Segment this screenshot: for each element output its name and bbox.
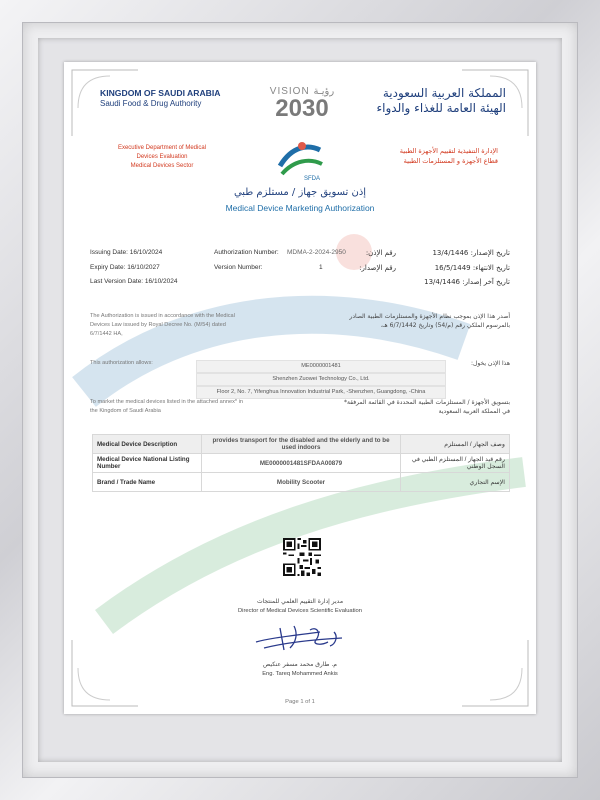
- brand-name-label-arabic: الإسم التجاري: [401, 473, 510, 492]
- authorization-number-label: Authorization Number:: [214, 249, 279, 256]
- certificate-document: [64, 62, 536, 714]
- listing-number-box: ME0000001481: [196, 360, 446, 373]
- department-arabic: الإدارة التنفيذية لتقييم الأجهزة الطبية قطاع الأجهزة و المستلزمات الطبية: [399, 147, 498, 165]
- national-listing-label: Medical Device National Listing Number: [93, 454, 202, 473]
- authority-name: Saudi Food & Drug Authority: [100, 99, 202, 108]
- legal-basis-arabic: أصدر هذا الإذن بموجب نظام الأجهزة والمستلزمات الطبية الصادر بالمرسوم الملكي رقم (م/54) وتاريخ 6/7/1442 هـ،: [349, 313, 510, 329]
- version-number: 1: [319, 264, 323, 271]
- table-row: [93, 435, 510, 454]
- version-number-label-arabic: رقم الإصدار:: [359, 264, 396, 272]
- handwritten-signature-icon: [250, 618, 350, 656]
- authorization-number-label-arabic: رقم الإذن:: [365, 249, 396, 257]
- allows-label: This authorization allows:: [90, 360, 153, 366]
- version-number-label: Version Number:: [214, 264, 263, 271]
- brand-name-value: Mobility Scooter: [202, 473, 401, 492]
- national-listing-label-arabic: رقم قيد الجهاز / المستلزم الطبي في السجل الوطني: [401, 454, 510, 473]
- document-title: Medical Device Marketing Authorization: [225, 203, 375, 213]
- company-address-box: Floor 2, No. 7, Yifenghua Innovation Industrial Park, -Shenzhen, Guangdong, -China: [196, 386, 446, 399]
- device-description-value: provides transport for the disabled and the elderly and to be used indoors: [202, 435, 401, 454]
- document-title-arabic: إذن تسويق جهاز / مستلزم طبي: [233, 187, 367, 198]
- department-english: Executive Department of Medical Devices Evaluation Medical Devices Sector: [117, 145, 207, 169]
- company-name-box: Shenzhen Zuowei Technology Co., Ltd.: [196, 373, 446, 386]
- english-authority-header: [100, 88, 220, 108]
- signatory-name-arabic: م. طارق محمد مسفر عنكيص: [263, 661, 337, 668]
- sfda-logo-icon: [274, 136, 328, 182]
- device-description-label-arabic: وصف الجهاز / المستلزم: [401, 435, 510, 454]
- signatory-title-arabic: مدير إدارة التقييم العلمي للمنتجات: [256, 598, 344, 605]
- table-row: [93, 473, 510, 492]
- issuing-date: Issuing Date: 16/10/2024: [90, 249, 163, 256]
- page-number: Page 1 of 1: [285, 699, 315, 705]
- vision-2030-logo: VISION رؤيـة 2030: [269, 86, 335, 122]
- signatory-name: Eng. Tareq Mohammed Ankis: [262, 671, 338, 677]
- expiry-date-arabic: تاريخ الانتهاء: 16/5/1449: [434, 264, 510, 272]
- device-details-table: [92, 434, 510, 492]
- allows-label-arabic: هذا الإذن يخول:: [471, 360, 510, 367]
- market-scope-english: To market the medical devices listed in the attached annex* in the Kingdom of Saudi Arabia: [90, 399, 243, 414]
- table-row: [93, 454, 510, 473]
- legal-basis-english: The Authorization is issued in accordance with the Medical Devices Law issued by Royal Decree No. (M/54) dated 6/7/1442 HA,: [90, 313, 235, 337]
- last-version-date: Last Version Date: 16/10/2024: [90, 278, 178, 285]
- country-name: KINGDOM OF SAUDI ARABIA: [100, 88, 221, 98]
- signatory-title: Director of Medical Devices Scientific Evaluation: [237, 608, 363, 614]
- national-listing-value: ME0000001481SFDAA00879: [202, 454, 401, 473]
- brand-name-label: Brand / Trade Name: [93, 473, 202, 492]
- arabic-authority-header: المملكة العربية السعودية الهيئة العامة للغذاء والدواء: [376, 86, 506, 115]
- market-scope-arabic: بتسويق الأجهزة / المستلزمات الطبية المحددة في القائمة المرفقة* في المملكة العربية السعودية: [343, 399, 510, 415]
- expiry-date: Expiry Date: 16/10/2027: [90, 264, 160, 271]
- issuing-date-arabic: تاريخ الإصدار: 13/4/1446: [432, 249, 510, 257]
- svg-text:SFDA: SFDA: [304, 176, 321, 182]
- qr-code-icon: [283, 538, 321, 576]
- device-description-label: Medical Device Description: [93, 435, 202, 454]
- last-version-date-arabic: تاريخ آخر إصدار: 13/4/1446: [424, 278, 510, 286]
- authorization-number: MDMA-2-2024-2950: [287, 249, 346, 256]
